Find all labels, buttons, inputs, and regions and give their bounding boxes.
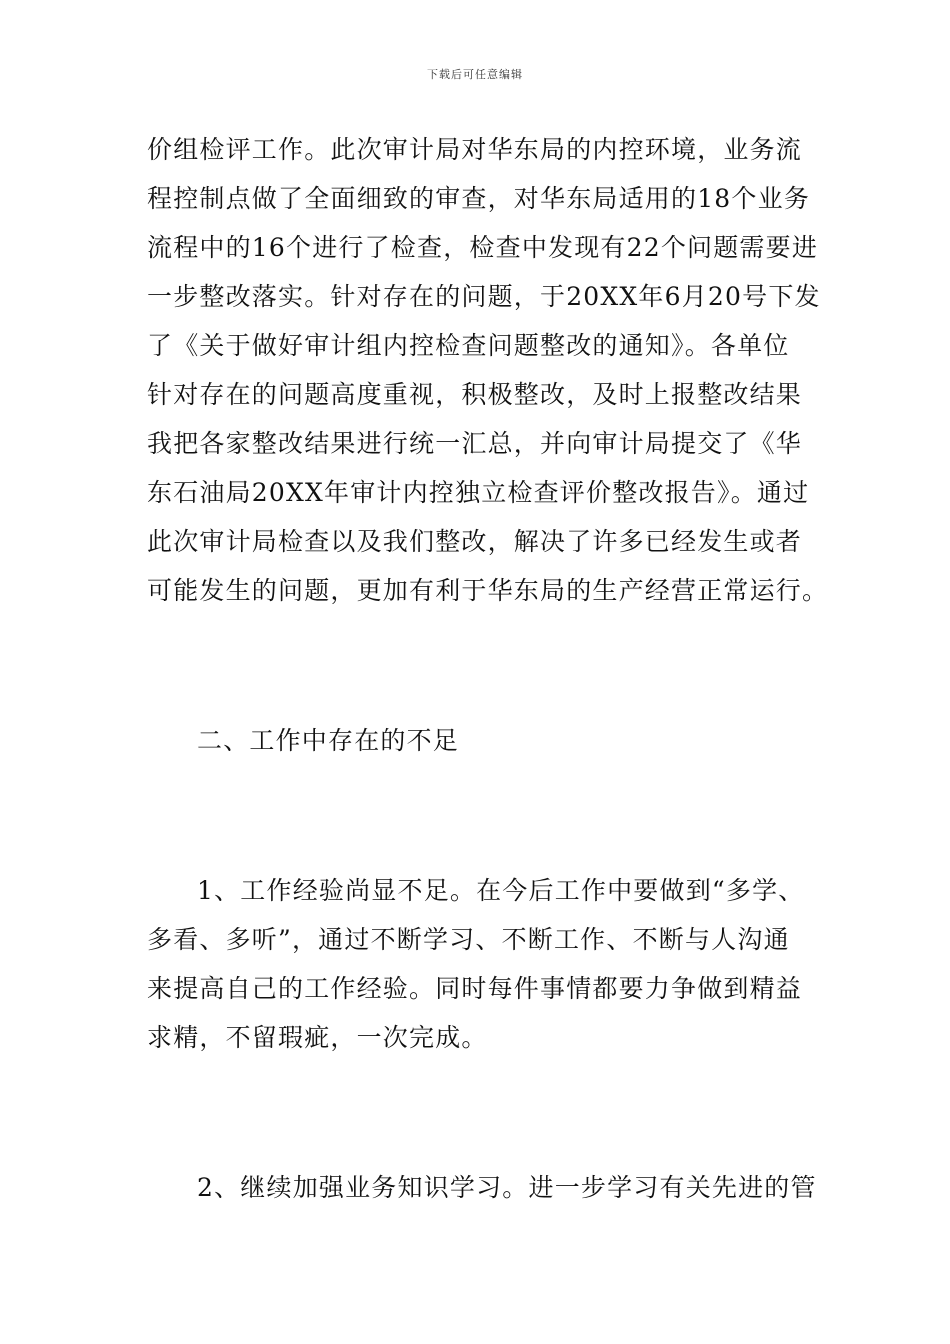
paragraph-line: 价组检评工作。此次审计局对华东局的内控环境，业务流 bbox=[147, 135, 803, 164]
paragraph-line: 一步整改落实。针对存在的问题，于20XX年6月20号下发 bbox=[147, 282, 821, 311]
paragraph-line: 可能发生的问题，更加有利于华东局的生产经营正常运行。 bbox=[147, 576, 829, 605]
paragraph-line: 流程中的16个进行了检查，检查中发现有22个问题需要进 bbox=[147, 233, 819, 262]
paragraph-line: 多看、多听”，通过不断学习、不断工作、不断与人沟通 bbox=[147, 925, 790, 954]
paragraph-line: 了《关于做好审计组内控检查问题整改的通知》。各单位 bbox=[147, 331, 790, 360]
paragraph-line: 程控制点做了全面细致的审查，对华东局适用的18个业务 bbox=[147, 184, 811, 213]
page-header-note: 下载后可任意编辑 bbox=[427, 68, 523, 81]
paragraph-line: 来提高自己的工作经验。同时每件事情都要力争做到精益 bbox=[147, 974, 803, 1003]
paragraph-line: 2、继续加强业务知识学习。进一步学习有关先进的管 bbox=[197, 1173, 817, 1202]
paragraph-line: 针对存在的问题高度重视，积极整改，及时上报整改结果 bbox=[147, 380, 803, 409]
section-heading: 二、工作中存在的不足 bbox=[197, 726, 460, 755]
paragraph-line: 1、工作经验尚显不足。在今后工作中要做到“多学、 bbox=[197, 876, 805, 905]
paragraph-line: 我把各家整改结果进行统一汇总，并向审计局提交了《华 bbox=[147, 429, 803, 458]
paragraph-line: 东石油局20XX年审计内控独立检查评价整改报告》。通过 bbox=[147, 478, 810, 507]
paragraph-line: 此次审计局检查以及我们整改，解决了许多已经发生或者 bbox=[147, 527, 803, 556]
paragraph-line: 求精，不留瑕疵，一次完成。 bbox=[147, 1023, 488, 1052]
